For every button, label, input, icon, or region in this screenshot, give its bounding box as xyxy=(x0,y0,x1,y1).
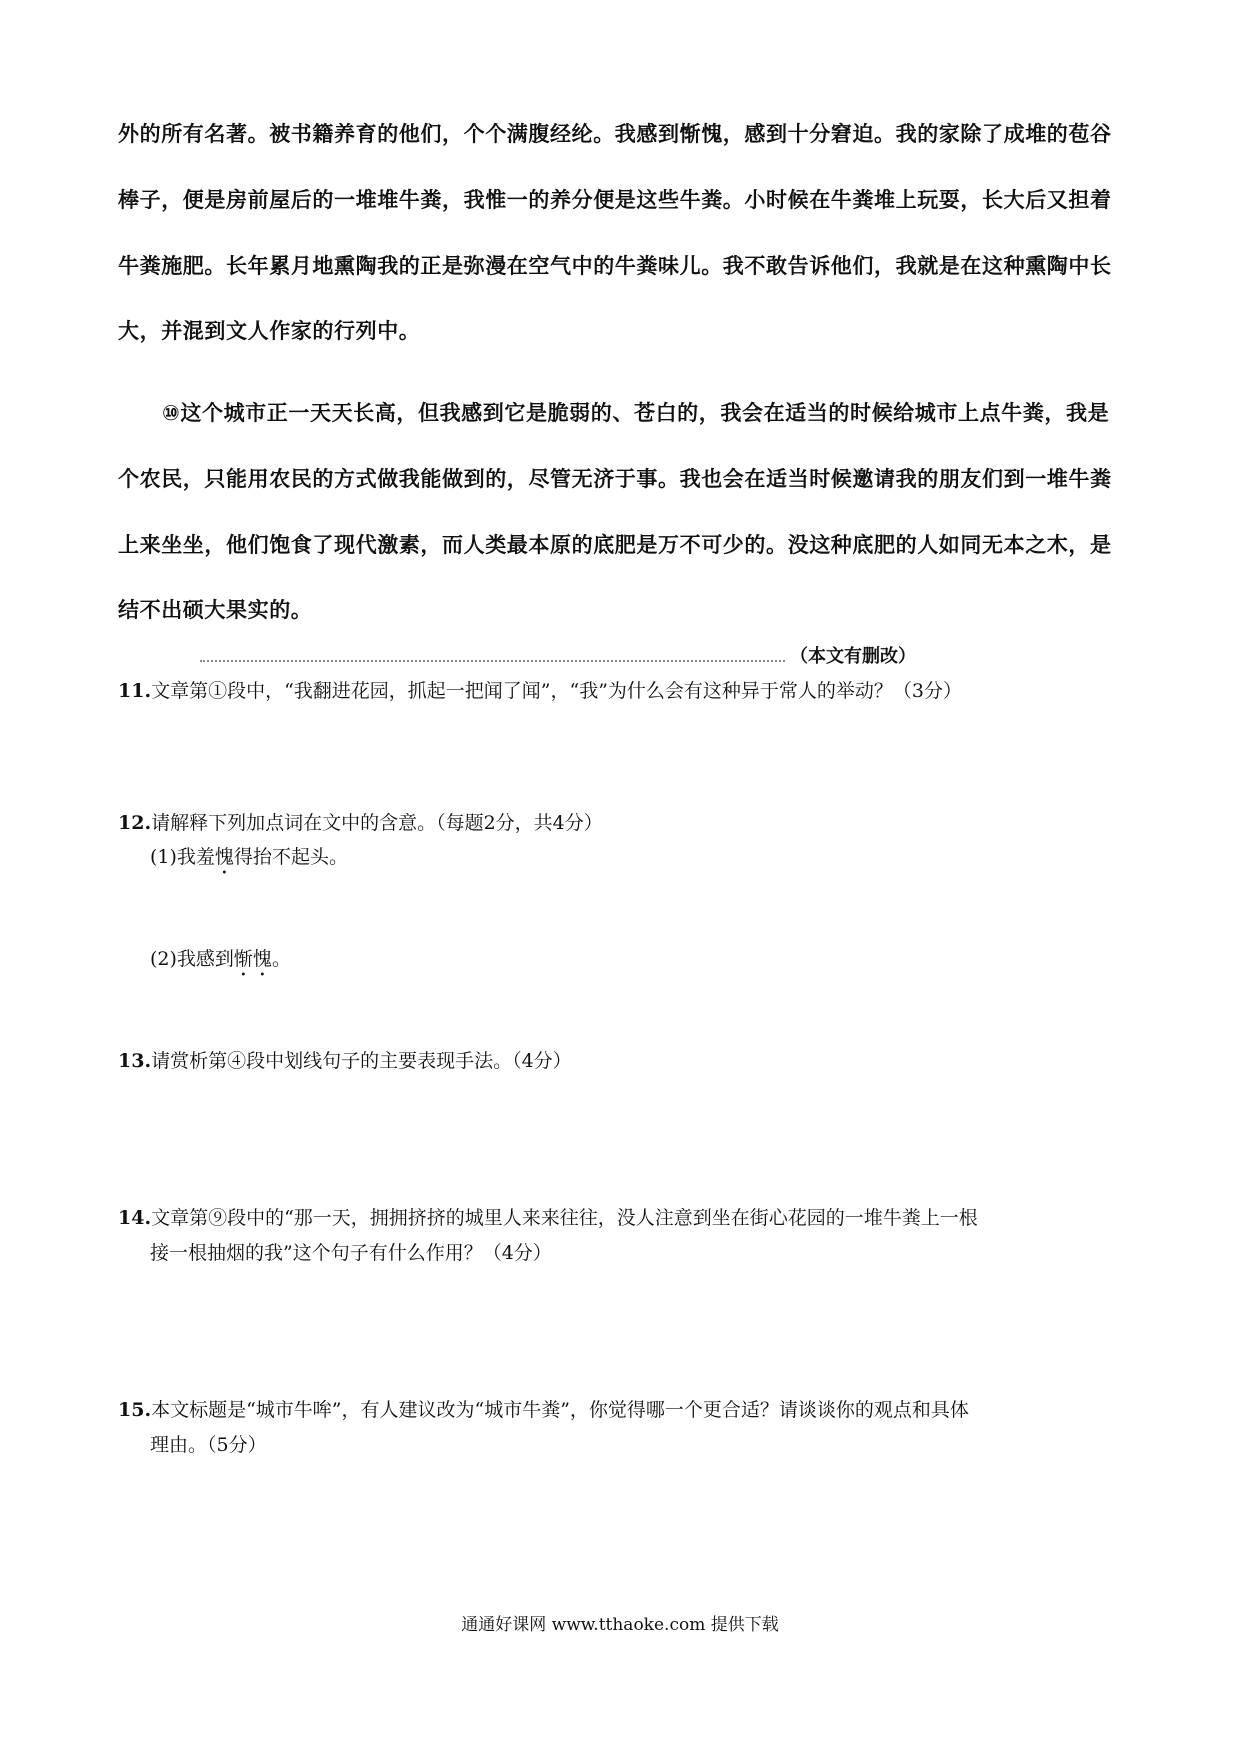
dotted-rule xyxy=(200,660,785,664)
passage-line: 个农民，只能用农民的方式做我能做到的，尽管无济于事。我也会在适当时候邀请我的朋友们到一堆牛粪 xyxy=(118,467,1112,491)
passage-line: 上来坐坐，他们饱食了现代激素，而人类最本原的底肥是万不可少的。没这种底肥的人如同无本之木，是 xyxy=(118,533,1112,557)
question-text: 文章第①段中，“我翻进花园，抓起一把闻了闻”，“我”为什么会有这种异于常人的举动？（3分） xyxy=(151,680,963,702)
sub-prefix: (1)我羞 xyxy=(150,846,215,868)
question-12-sub-1 xyxy=(150,842,348,879)
passage-line: 外的所有名著。被书籍养育的他们，个个满腹经纶。我感到惭愧，感到十分窘迫。我的家除了成堆的苞谷 xyxy=(118,122,1112,146)
passage-line: 牛粪施肥。长年累月地熏陶我的正是弥漫在空气中的牛粪味儿。我不敢告诉他们，我就是在这种熏陶中长 xyxy=(118,254,1112,278)
question-text: 本文标题是“城市牛哞”，有人建议改为“城市牛粪”，你觉得哪一个更合适？请谈谈你的观点和具体 xyxy=(151,1399,969,1421)
footer-credit: 通通好课网 www.tthaoke.com 提供下载 xyxy=(461,1615,779,1635)
question-13 xyxy=(118,1046,572,1073)
question-number: 12. xyxy=(118,812,152,834)
question-15-continued: 理由。（5分） xyxy=(150,1434,267,1456)
question-number: 13. xyxy=(118,1050,152,1072)
sub-suffix: 。 xyxy=(271,948,291,970)
question-12-sub-2 xyxy=(150,944,291,981)
passage-line: ⑩这个城市正一天天长高，但我感到它是脆弱的、苍白的，我会在适当的时候给城市上点牛粪，我是 xyxy=(162,401,1110,425)
passage-line: 棒子，便是房前屋后的一堆堆牛粪，我惟一的养分便是这些牛粪。小时候在牛粪堆上玩耍，长大后又担着 xyxy=(118,188,1112,212)
question-text: 文章第⑨段中的“那一天，拥拥挤挤的城里人来来往往，没人注意到坐在街心花园的一堆牛粪上一根 xyxy=(151,1207,978,1229)
question-15 xyxy=(118,1395,969,1422)
sub-suffix: 得抬不起头。 xyxy=(233,846,348,868)
question-12 xyxy=(118,808,603,835)
question-number: 15. xyxy=(118,1399,152,1421)
question-11 xyxy=(118,676,962,703)
passage-line: 结不出硕大果实的。 xyxy=(118,598,313,622)
question-14-continued: 接一根抽烟的我”这个句子有什么作用？（4分） xyxy=(150,1242,552,1264)
sub-prefix: (2)我感到 xyxy=(150,948,234,970)
question-number: 11. xyxy=(118,680,152,702)
question-text: 请赏析第④段中划线句子的主要表现手法。（4分） xyxy=(151,1050,572,1072)
edited-note: （本文有删改） xyxy=(790,646,916,667)
dotted-word: 愧 xyxy=(214,846,234,868)
question-14 xyxy=(118,1203,978,1230)
question-number: 14. xyxy=(118,1207,152,1229)
passage-line: 大，并混到文人作家的行列中。 xyxy=(118,319,421,343)
question-text: 请解释下列加点词在文中的含意。（每题2分，共4分） xyxy=(151,812,603,834)
dotted-word: 惭愧 xyxy=(233,948,272,970)
